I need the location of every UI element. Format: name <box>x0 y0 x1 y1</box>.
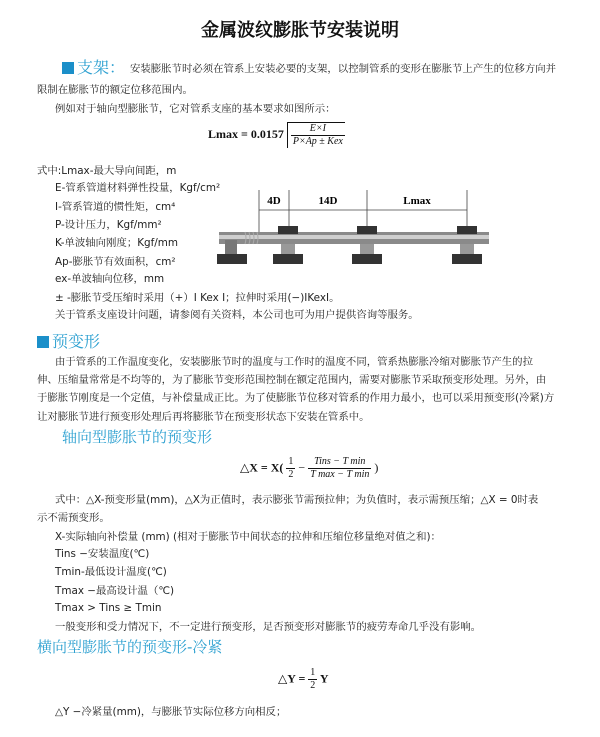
axial-line: Tins −安装温度(℃) <box>55 548 150 560</box>
sqrt-sign <box>287 122 345 148</box>
numerator: Tins − T min <box>308 456 371 469</box>
formula-lhs: △Y = <box>278 671 306 686</box>
predeform-line: 于膨胀节刚度是一个定值，与补偿量成正比。为了使膨胀节位移对管系的作用力最小，也可以采用预变形(冷紧)方 <box>37 392 555 404</box>
axial-line: Tmax > Tins ≥ Tmin <box>55 602 162 614</box>
numerator: E×I <box>291 123 345 136</box>
square-bullet-icon <box>37 336 49 348</box>
formula-lhs: Lmax = 0.0157 <box>208 126 284 141</box>
lmax-formula <box>208 122 345 148</box>
def-item: ex-单波轴向位移，mm <box>55 273 165 285</box>
lateral-heading: 横向型膨胀节的预变形-冷紧 <box>37 638 223 656</box>
def-item: K-单波轴向刚度；Kgf/mm <box>55 237 179 249</box>
formula-rhs: ) <box>374 460 379 475</box>
def-item: I-管系管道的惯性矩，cm⁴ <box>55 201 176 213</box>
predeform-line: 伸、压缩量常常是不均等的，为了膨胀节变形范围控制在额定范围内，需要对膨胀节采取预变形处理。另外，由 <box>37 374 547 386</box>
delta-y-formula <box>278 667 329 692</box>
support-line3: 例如对于轴向型膨胀节，它对管系支座的基本要求如图所示： <box>55 103 336 115</box>
temp-fraction <box>308 456 371 481</box>
formula-rhs: Y <box>319 671 329 686</box>
numerator: 1 <box>310 667 316 678</box>
pipe-support-diagram <box>215 190 495 280</box>
support-heading-text: 支架： <box>77 58 126 77</box>
def-item: ± -膨胀节受压缩时采用（+）I Kex I；拉伸时采用(−)IKexI。 <box>55 292 340 304</box>
fraction <box>291 123 345 148</box>
delta-x-formula <box>240 456 378 481</box>
label-4d: 4D <box>267 195 281 207</box>
predeform-line: 让对膨胀节进行预变形处理后再将膨胀节在预变形状态下安装在管系中。 <box>37 411 370 423</box>
denominator: 2 <box>288 469 294 480</box>
denominator: T max − T min <box>310 469 370 480</box>
def-item: 式中:Lmax-最大导向间距，m <box>37 165 177 177</box>
label-lmax: Lmax <box>403 195 431 207</box>
axial-line: 示不需预变形。 <box>37 512 110 524</box>
lateral-line: △Y −冷紧量(mm)，与膨胀节实际位移方向相反； <box>55 706 287 718</box>
predeform-heading <box>37 333 100 351</box>
denominator: P×Ap ± Kex <box>292 136 343 147</box>
def-item: 关于管系支座设计问题，请参阅有关资料，本公司也可为用户提供咨询等服务。 <box>55 309 419 321</box>
support-line2: 限制在膨胀节的额定位移范围内。 <box>37 84 193 96</box>
numerator: 1 <box>288 456 294 467</box>
axial-line: Tmin-最低设计温度(℃) <box>55 566 167 578</box>
support-line1: 安装膨胀节时必须在管系上安装必要的支架，以控制管系的变形在膨胀节上产生的位移方向并 <box>130 63 557 75</box>
formula-lhs: △X = X( <box>240 460 284 475</box>
axial-line: 一般变形和受力情况下，不一定进行预变形，足否预变形对膨胀节的疲劳寿命几乎没有影响。 <box>55 621 482 633</box>
half-fraction <box>286 456 295 481</box>
predeform-line: 由于管系的工作温度变化，安装膨胀节时的温度与工作时的温度不同，管系热膨胀冷缩对膨胀节产生的拉 <box>55 356 533 368</box>
predeform-heading-text: 预变形 <box>52 332 101 351</box>
label-14d: 14D <box>318 195 338 207</box>
support-blocks <box>217 226 482 264</box>
axial-line: Tmax −最高设计温（℃) <box>55 585 175 597</box>
square-bullet-icon <box>62 62 74 74</box>
page-title: 金属波纹膨胀节安装说明 <box>201 20 399 41</box>
def-item: P-设计压力，Kgf/mm² <box>55 219 162 231</box>
axial-line: 式中：△X-预变形量(mm)，△X为正值时，表示膨张节需预拉伸；为负值时，表示需预压缩；△X = 0时表 <box>55 494 539 506</box>
minus-sign: − <box>298 460 306 475</box>
support-heading <box>62 59 125 77</box>
denominator: 2 <box>310 680 316 691</box>
def-item: E-管系管道材料弹性投量，Kgf/cm² <box>55 182 221 194</box>
axial-heading: 轴向型膨胀节的预变形 <box>62 428 213 446</box>
def-item: Ap-膨胀节有效面积，cm² <box>55 256 176 268</box>
axial-line: X-实际轴向补偿量 (mm) (相对于膨胀节中间状态的拉伸和压缩位移量绝对值之和)： <box>55 531 441 543</box>
half-fraction <box>308 667 317 692</box>
